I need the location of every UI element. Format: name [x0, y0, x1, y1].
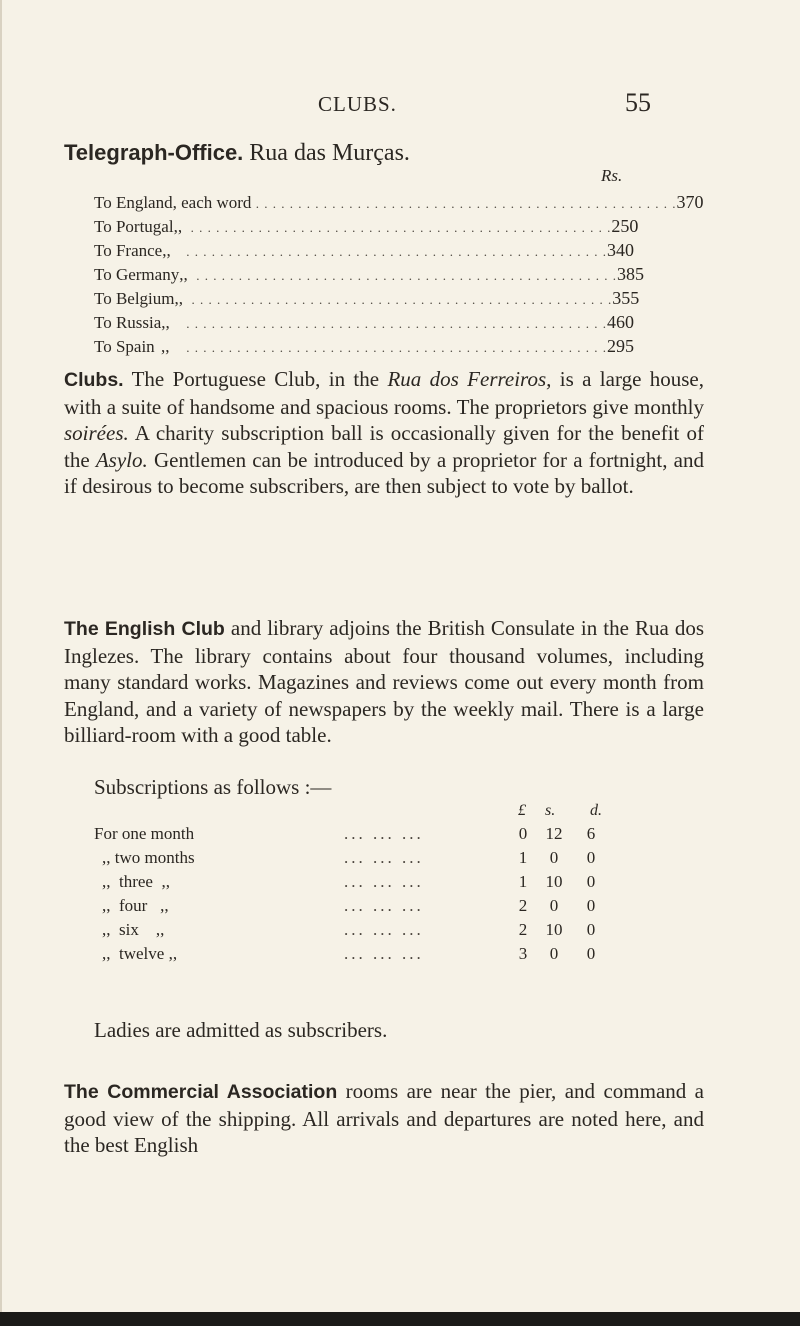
shillings-value: 12 [545, 824, 563, 843]
rate-destination: To Belgium [94, 289, 175, 308]
dot-leader: . . . . . . . . . . . . . . . . . . . . . . . . . . . . . . . . . . . . . . . . . . . . . . . . . . [251, 196, 677, 211]
pence-value: 0 [586, 848, 596, 867]
rate-amount: 250 [611, 216, 639, 236]
pence-value: 6 [586, 824, 596, 843]
shillings-value: 0 [549, 896, 559, 915]
ladies-note: Ladies are admitted as subscribers. [94, 1018, 388, 1042]
subscription-period: ,, six ,, [102, 920, 165, 939]
clubs-lead: Clubs. [64, 369, 124, 391]
commercial-text: rooms are near the pier, and command a good view of the shipping. All arrivals and departures are noted here, and the best English [64, 1079, 705, 1157]
page-edge [0, 0, 2, 1326]
pence-value: 0 [586, 872, 596, 891]
dot-leader: . . . . . . . . . . . . . . . . . . . . . . . . . . . . . . . . . . . . . . . . . . . . . . . . . . [177, 316, 607, 331]
leaders: ... ... ... [344, 896, 424, 915]
rate-amount: 340 [607, 240, 634, 260]
pence-value: 0 [586, 944, 596, 963]
page-bottom-border [0, 1312, 800, 1326]
leaders: ... ... ... [344, 824, 424, 843]
subscription-period: ,, twelve ,, [102, 944, 178, 963]
rate-destination: To England, each word [94, 193, 252, 212]
clubs-asylo: Asylo. [95, 447, 148, 472]
shillings-value: 0 [549, 944, 559, 963]
shillings-value: 10 [545, 872, 563, 891]
clubs-soirees: soirées. [64, 421, 129, 445]
rate-row [94, 240, 634, 264]
clubs-text-3: A charity subscription ball is occasionally given for the benefit of the [64, 421, 704, 472]
subscription-period: For one month [94, 824, 195, 843]
shillings-value: 0 [549, 848, 559, 867]
running-head [0, 80, 800, 120]
leaders: ... ... ... [344, 848, 424, 867]
pounds-value: 0 [518, 824, 528, 843]
dot-leader: . . . . . . . . . . . . . . . . . . . . . . . . . . . . . . . . . . . . . . . . . . . . . . . . . . [177, 244, 607, 259]
clubs-text-4: Gentlemen can be introduced by a proprietor for a fortnight, and if desirous to become subscribers, are then subject to vote by ballot. [64, 447, 704, 498]
rate-amount: 370 [676, 192, 704, 212]
pence-value: 0 [586, 896, 596, 915]
subscriptions-intro: Subscriptions as follows :— [94, 775, 332, 799]
page-number: 55 [625, 88, 651, 117]
clubs-text-1: The Portuguese Club, in the [123, 367, 388, 391]
rate-ditto: ,, [173, 217, 183, 236]
rate-row [94, 288, 640, 312]
pounds-value: 2 [518, 920, 528, 939]
dot-leader: . . . . . . . . . . . . . . . . . . . . . . . . . . . . . . . . . . . . . . . . . . . . . . . . . . [187, 268, 617, 283]
rate-ditto: ,, [162, 241, 171, 260]
telegraph-location: Rua das Murças. [249, 140, 410, 166]
clubs-text-2: is a large house, with a suite of handsome and spacious rooms. The proprietors give monthly [64, 367, 704, 419]
pence-value: 0 [586, 920, 596, 939]
rate-ditto: ,, [161, 313, 170, 332]
subscription-row [94, 896, 614, 920]
rate-ditto: ,, [174, 289, 184, 308]
col-pence-header: d. [590, 802, 602, 819]
rate-amount: 385 [616, 264, 644, 284]
rate-row [94, 216, 639, 240]
pounds-value: 2 [518, 896, 528, 915]
subscription-row [94, 824, 614, 848]
shillings-value: 10 [545, 920, 563, 939]
running-head-title: CLUBS. [318, 92, 397, 116]
subscription-row [94, 944, 614, 968]
commercial-lead: The Commercial Association [64, 1081, 338, 1103]
rate-row [94, 336, 634, 360]
rate-amount: 295 [607, 336, 634, 356]
pounds-value: 1 [518, 872, 528, 891]
rate-destination: To France [94, 241, 163, 260]
english-club-paragraph [64, 615, 704, 749]
english-club-text: and library adjoins the British Consulate in the Rua dos Inglezes. The library contains about four thousand volumes, including many standard works. Magazines and reviews come out every month from England, and a variety of newspapers by the weekly mail. There is a large billiard-room with a good table. [64, 616, 704, 747]
subscription-row [94, 920, 614, 944]
leaders: ... ... ... [344, 872, 424, 891]
rate-row [94, 264, 644, 288]
commercial-association-paragraph [64, 1078, 704, 1159]
rate-destination: To Russia [94, 313, 162, 332]
col-shillings-header: s. [545, 802, 556, 819]
rate-destination: To Spain [94, 337, 155, 356]
subscription-period: ,, four ,, [102, 896, 169, 915]
pounds-value: 1 [518, 848, 528, 867]
dot-leader: . . . . . . . . . . . . . . . . . . . . . . . . . . . . . . . . . . . . . . . . . . . . . . . . . . [177, 340, 607, 355]
dot-leader: . . . . . . . . . . . . . . . . . . . . . . . . . . . . . . . . . . . . . . . . . . . . . . . . . . [183, 292, 613, 307]
subscription-row [94, 872, 614, 896]
clubs-street: Rua dos Ferreiros, [387, 367, 552, 391]
rate-amount: 355 [612, 288, 640, 308]
rate-row [94, 192, 704, 216]
subscription-period: ,, two months [102, 848, 195, 867]
english-club-lead: The English Club [64, 618, 225, 640]
rate-row [94, 312, 634, 336]
clubs-paragraph [64, 366, 704, 500]
telegraph-heading-label: Telegraph-Office. [64, 140, 244, 165]
rate-ditto: ,, [161, 337, 170, 356]
telegraph-heading [64, 140, 410, 167]
col-pounds-header: £ [518, 802, 526, 819]
dot-leader: . . . . . . . . . . . . . . . . . . . . . . . . . . . . . . . . . . . . . . . . . . . . . . . . . . [182, 220, 612, 235]
leaders: ... ... ... [344, 920, 424, 939]
pounds-value: 3 [518, 944, 528, 963]
rate-destination: To Germany [94, 265, 180, 284]
leaders: ... ... ... [344, 944, 424, 963]
rate-ditto: ,, [179, 265, 188, 284]
subscription-row [94, 848, 614, 872]
rate-amount: 460 [607, 312, 634, 332]
currency-header: Rs. [601, 166, 623, 185]
subscription-period: ,, three ,, [102, 872, 170, 891]
rate-destination: To Portugal [94, 217, 174, 236]
